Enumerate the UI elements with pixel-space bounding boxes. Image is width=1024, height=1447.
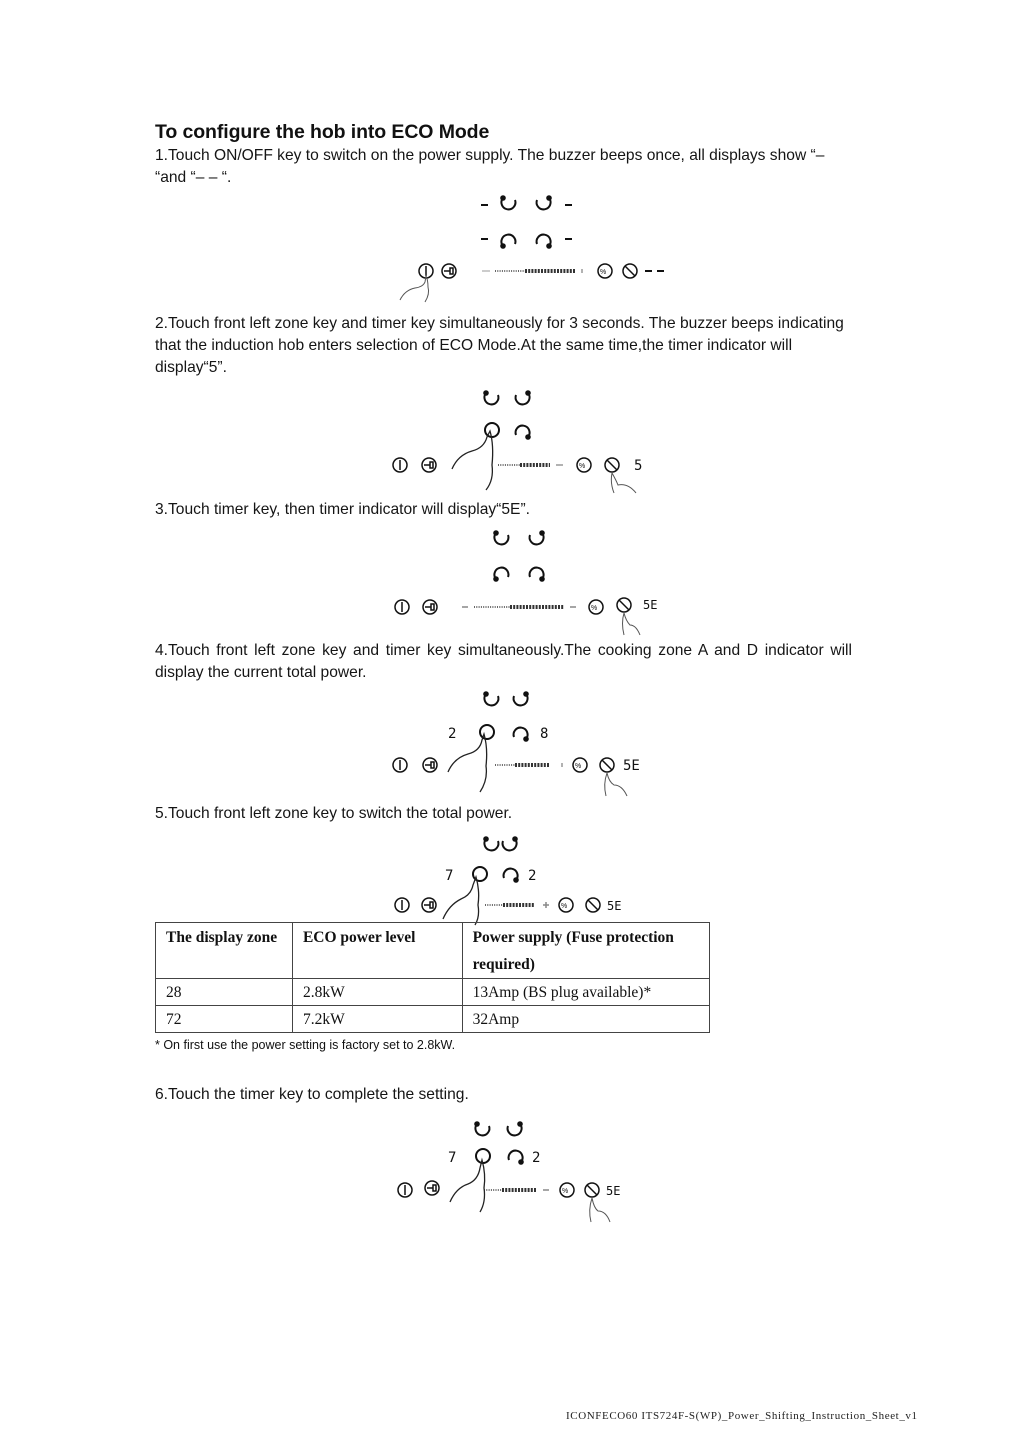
table-row [156, 1006, 710, 1033]
pointing-hand-icon [452, 431, 493, 490]
step-4-diagram [380, 688, 670, 808]
power-icon [393, 458, 407, 472]
key-lock-icon [422, 898, 436, 912]
key-lock-icon [425, 1181, 439, 1195]
key-lock-icon [422, 458, 436, 472]
table-cell: 2.8kW [292, 979, 462, 1006]
table-footnote: * On first use the power setting is factory set to 2.8kW. [155, 1038, 456, 1052]
pause-icon [598, 264, 612, 278]
step-6-text: 6.Touch the timer key to complete the setting. [155, 1086, 469, 1103]
zone-d-display: 2 [528, 868, 537, 884]
timer-icon [623, 264, 637, 278]
table-header-cell: ECO power level [292, 923, 462, 979]
pointing-hand-icon [605, 773, 627, 796]
zone-front-left-icon [485, 423, 499, 437]
pause-icon [560, 1183, 574, 1197]
table-cell: 13Amp (BS plug available)* [462, 979, 709, 1006]
zone-a-display: 7 [448, 1150, 457, 1166]
table-cell: 28 [156, 979, 293, 1006]
power-icon [395, 898, 409, 912]
pointing-hand-icon [448, 734, 487, 792]
step-4-text: 4.Touch front left zone key and timer key simultaneously.The cooking zone A and D indicator will display the current total power. [155, 642, 852, 681]
zone-front-left-icon [480, 725, 494, 739]
step-3-text: 3.Touch timer key, then timer indicator will display“5E”. [155, 501, 530, 518]
table-row [156, 979, 710, 1006]
power-icon [393, 758, 407, 772]
pointing-hand-icon [443, 877, 479, 925]
table-header-cell: Power supply (Fuse protection required) [462, 923, 709, 979]
svg-text:%: % [561, 903, 568, 910]
pointing-hand-icon [400, 276, 429, 302]
timer-display: 5E [606, 1184, 621, 1198]
table-cell: 7.2kW [292, 1006, 462, 1033]
step-3-diagram [390, 527, 680, 637]
zone-indicators [481, 196, 572, 248]
step-1-diagram [395, 190, 685, 315]
svg-text:%: % [600, 269, 607, 276]
step-6-diagram [390, 1118, 680, 1233]
zone-a-display: 7 [445, 868, 454, 884]
step-5-text: 5.Touch front left zone key to switch the total power. [155, 805, 513, 822]
table-header-row [156, 923, 710, 979]
timer-icon [586, 898, 600, 912]
timer-icon [605, 458, 619, 472]
page-footer: ICONFECO60 ITS724F-S(WP)_Power_Shifting_Instruction_Sheet_v1 [566, 1410, 918, 1422]
zone-d-display: 2 [532, 1150, 541, 1166]
step-2-diagram [380, 385, 670, 500]
svg-text:%: % [591, 605, 598, 612]
step-2-text: 2.Touch front left zone key and timer key simultaneously for 3 seconds. The buzzer beeps indicating that the induction hob enters selection of ECO Mode.At the same time,the timer indicator will display“5”. [155, 315, 844, 376]
power-icon [395, 600, 409, 614]
pointing-hand-icon [623, 613, 641, 635]
timer-display: 5E [643, 598, 658, 612]
svg-text:%: % [575, 763, 582, 770]
timer-icon [585, 1183, 599, 1197]
table-cell: 32Amp [462, 1006, 709, 1033]
timer-display: 5 [634, 458, 643, 474]
timer-icon [617, 598, 631, 612]
table-cell: 72 [156, 1006, 293, 1033]
pause-icon [573, 758, 587, 772]
step-1-text: 1.Touch ON/OFF key to switch on the power supply. The buzzer beeps once, all displays show “– “and “– – “. [155, 147, 825, 186]
svg-text:%: % [579, 463, 586, 470]
power-icon [398, 1183, 412, 1197]
pointing-hand-icon [590, 1198, 610, 1222]
timer-display: 5E [623, 758, 640, 774]
page-title: To configure the hob into ECO Mode [155, 121, 490, 143]
svg-text:%: % [562, 1188, 569, 1195]
timer-icon [600, 758, 614, 772]
key-lock-icon [442, 264, 456, 278]
zone-d-display: 8 [540, 726, 549, 742]
pause-icon [589, 600, 603, 614]
zone-front-left-icon [476, 1149, 490, 1163]
pause-icon [577, 458, 591, 472]
pause-icon [559, 898, 573, 912]
pointing-hand-icon [611, 473, 636, 493]
zone-a-display: 2 [448, 726, 457, 742]
table-header-cell: The display zone [156, 923, 293, 979]
key-lock-icon [423, 600, 437, 614]
eco-power-table [155, 922, 710, 1033]
pointing-hand-icon [450, 1160, 485, 1212]
step-5-diagram [385, 833, 675, 923]
timer-display: 5E [607, 899, 622, 913]
key-lock-icon [423, 758, 437, 772]
